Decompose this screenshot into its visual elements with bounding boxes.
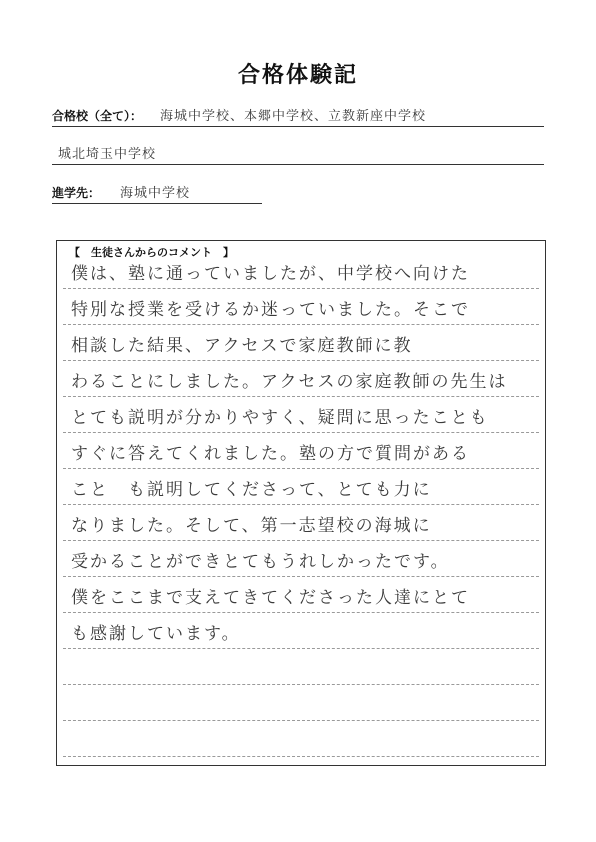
page-title: 合格体験記: [237, 63, 358, 88]
comment-line: [63, 289, 539, 325]
schools-value-1: 海城中学校、本郷中学校、立教新座中学校: [160, 109, 427, 124]
comment-line-text: すぐに答えてくれました。塾の方で質問がある: [71, 444, 470, 464]
comment-line: [63, 433, 539, 469]
comment-line: [63, 361, 539, 397]
destination-label: 進学先：: [52, 186, 101, 200]
comment-box: [56, 240, 546, 766]
comment-line-text: こと も説明してくださって、とても力に: [71, 480, 432, 500]
schools-value-2: 城北埼玉中学校: [58, 147, 157, 162]
comment-line: [63, 721, 539, 757]
comment-line: [63, 469, 539, 505]
destination-value: 海城中学校: [120, 186, 191, 201]
comment-line-text: 受かることができとてもうれしかったです。: [71, 552, 450, 572]
comment-line-text: なりました。そして、第一志望校の海城に: [71, 516, 432, 536]
comment-header: 【 生徒さんからのコメント 】: [69, 246, 234, 259]
comment-line: [63, 685, 539, 721]
comment-line-text: も感謝しています。: [71, 624, 241, 644]
schools-row-2: [52, 142, 544, 165]
comment-line: [63, 577, 539, 613]
comment-line-text: 特別な授業を受けるか迷っていました。そこで: [71, 300, 470, 320]
comment-line-text: 相談した結果、アクセスで家庭教師に教: [71, 336, 413, 356]
destination-row: [52, 181, 262, 204]
comment-line-text: 僕は、塾に通っていましたが、中学校へ向けた: [71, 264, 470, 284]
comment-line: [63, 541, 539, 577]
comment-line-text: わることにしました。アクセスの家庭教師の先生は: [71, 372, 508, 392]
comment-line: [63, 613, 539, 649]
comment-line-text: 僕をここまで支えてきてくださった人達にとて: [71, 588, 470, 608]
comment-line: [63, 325, 539, 361]
comment-line: [63, 649, 539, 685]
comment-line-text: とても説明が分かりやすく、疑問に思ったことも: [71, 408, 489, 428]
schools-row-1: [52, 104, 544, 127]
schools-label: 合格校（全て）：: [52, 109, 143, 123]
comment-line: [63, 505, 539, 541]
comment-line: [63, 397, 539, 433]
comment-line: [63, 253, 539, 289]
